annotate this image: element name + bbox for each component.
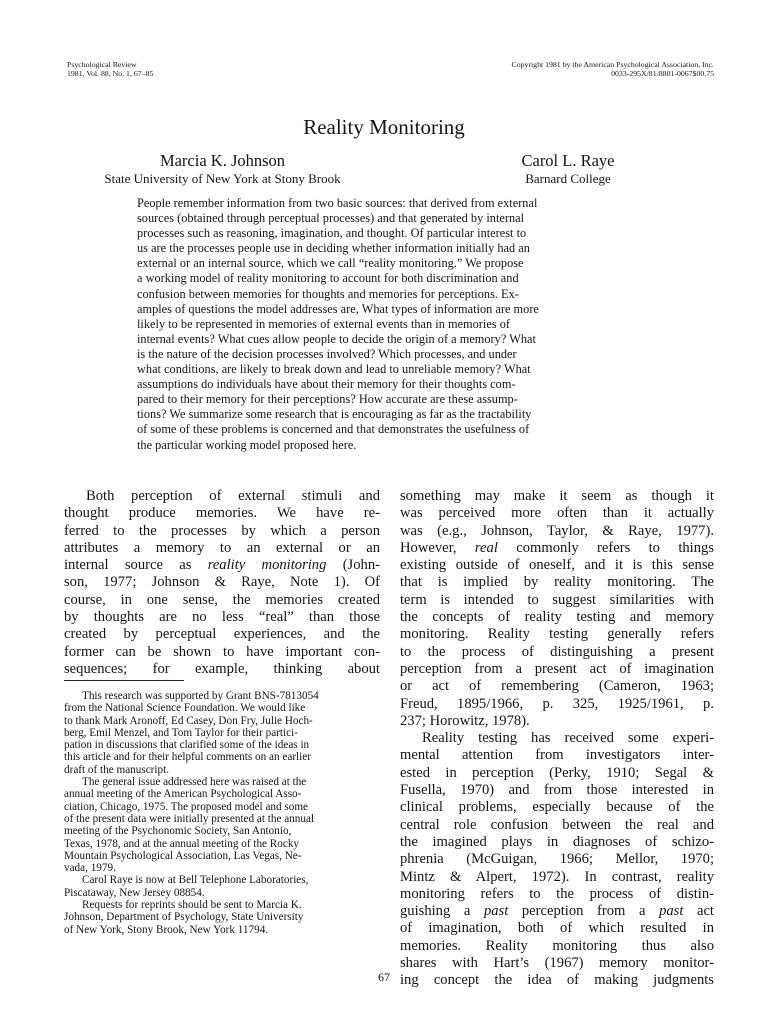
body-line: the concepts of reality testing and memory	[400, 609, 714, 626]
footnote-line: meeting of the Psychonomic Society, San Antonio,	[64, 825, 292, 838]
abstract-line: what conditions, are likely to break down and lead to unreliable memory? What	[137, 362, 531, 377]
footnote-line: draft of the manuscript.	[64, 763, 170, 776]
body-text: internal source as	[64, 557, 208, 574]
body-line: memories. Reality monitoring thus also	[400, 937, 714, 954]
footnote-line: of the present data were initially presented at the annual	[64, 812, 315, 825]
body-line: former can be shown to have important con-	[64, 643, 380, 660]
footnote-line: to thank Mark Aronoff, Ed Casey, Don Fry, Julie Hoch-	[64, 714, 313, 727]
footnote-line: Mountain Psychological Association, Las Vegas, Ne-	[64, 849, 302, 862]
body-line: existing outside of oneself, and it is this sense	[400, 557, 714, 574]
footnote-line: The general issue addressed here was raised at the	[82, 776, 307, 789]
body-line: sequences; for example, thinking about	[64, 660, 380, 677]
abstract-line: likely to be represented in memories of external events than in memories of	[137, 316, 511, 331]
body-text: However,	[400, 539, 475, 556]
body-line: was (e.g., Johnson, Taylor, & Raye, 1977).	[400, 522, 714, 539]
footnotes	[64, 690, 382, 936]
abstract-line: is the nature of the decision processes involved? Which processes, and under	[137, 346, 517, 361]
copyright-line: Copyright 1981 by the American Psychological Association, Inc.	[511, 60, 714, 69]
body-line: 237; Horowitz, 1978).	[400, 712, 530, 729]
footnote-line: pation in discussions that clarified some of the ideas in	[64, 739, 310, 752]
body-line: or act of remembering (Cameron, 1963;	[400, 678, 714, 695]
footnote-line: This research was supported by Grant BNS-7813054	[82, 690, 319, 702]
abstract-line: processes such as reasoning, imagination, and thought. Of particular interest to	[137, 226, 527, 241]
body-line: monitoring. Reality testing generally refers	[400, 626, 714, 643]
body-column-right	[400, 488, 714, 990]
footnote-line: this article and for their helpful comments on an earlier	[64, 751, 311, 764]
body-line: that is implied by reality monitoring. The	[400, 574, 714, 591]
body-text: act	[683, 903, 714, 920]
abstract-line: the particular working model proposed here.	[137, 437, 357, 452]
article-title: Reality Monitoring	[303, 115, 465, 139]
footnote-line: Johnson, Department of Psychology, State University	[64, 911, 304, 924]
footnote-line: Requests for reprints should be sent to Marcia K.	[82, 899, 302, 912]
abstract-line: People remember information from two basic sources: that derived from external	[137, 196, 538, 210]
body-line: Mintz & Alpert, 1972). In contrast, reality	[400, 868, 714, 885]
body-line: Both perception of external stimuli and	[86, 488, 380, 504]
footnote-line: ciation, Chicago, 1975. The proposed model and some	[64, 800, 309, 813]
footnote-line: vada, 1979.	[64, 862, 116, 875]
body-line: thought produce memories. We have re-	[64, 505, 380, 522]
body-line: phrenia (McGuigan, 1966; Mellor, 1970;	[400, 851, 714, 868]
body-line: something may make it seem as though it	[400, 488, 714, 504]
author-affiliation: Barnard College	[525, 171, 611, 186]
body-text: guishing a	[400, 903, 484, 920]
body-line: ested in perception (Perky, 1910; Segal &	[400, 764, 714, 781]
footnote-line: Piscataway, New Jersey 08854.	[64, 886, 205, 899]
body-line: perception from a present act of imagination	[400, 660, 714, 677]
author-block	[70, 151, 375, 186]
body-line: the imagined plays in diagnoses of schizo-	[400, 833, 714, 850]
body-line: Freud, 1895/1966, p. 325, 1925/1961, p.	[400, 695, 714, 712]
abstract-line: sources (obtained through perceptual processes) and that generated by internal	[137, 211, 525, 226]
abstract-line: pared to their memory for their perceptions? How accurate are these assump-	[137, 392, 518, 407]
body-text: commonly refers to things	[497, 539, 715, 556]
abstract-line: confusion between memories for thoughts and memories for perceptions. Ex-	[137, 286, 519, 301]
author-name: Carol L. Raye	[521, 151, 615, 170]
body-line: was perceived more often than it actually	[400, 505, 714, 522]
body-line: attributes a memory to an external or an	[64, 539, 380, 556]
body-line: to the process of distinguishing a present	[400, 643, 714, 660]
footnote-rule	[64, 680, 184, 681]
emphasis-term: real	[474, 539, 498, 556]
body-line: ferred to the processes by which a person	[64, 522, 380, 539]
issn-line: 0033-295X/81/8801-0067$00.75	[611, 69, 714, 78]
body-line	[400, 540, 714, 557]
body-line: son, 1977; Johnson & Raye, Note 1). Of	[64, 574, 380, 591]
emphasis-term: past	[483, 903, 509, 920]
body-line: Fusella, 1970) and from those interested in	[400, 782, 714, 799]
abstract-line: internal events? What cues allow people to decide the origin of a memory? What	[137, 331, 536, 346]
abstract-line: tions? We summarize some research that is encouraging as far as the tractability	[137, 407, 532, 422]
abstract-line: external or an internal source, which we call “reality monitoring.” We propose	[137, 256, 524, 271]
abstract	[137, 196, 657, 453]
footnote-line: from the National Science Foundation. We would like	[64, 702, 306, 715]
journal-volume: 1981, Vol. 88, No. 1, 67–85	[67, 69, 154, 78]
body-line: by thoughts are no less “real” than those	[64, 609, 380, 626]
author-block	[478, 151, 658, 186]
body-text: perception from a	[508, 903, 660, 920]
journal-name: Psychological Review	[67, 60, 137, 69]
emphasis-term: reality monitoring	[207, 557, 327, 574]
body-line: central role confusion between the real and	[400, 816, 714, 833]
author-affiliation: State University of New York at Stony Brook	[104, 171, 341, 186]
body-line: mental attention from investigators inter-	[400, 747, 714, 764]
footnote-line: annual meeting of the American Psychological Asso-	[64, 788, 302, 801]
body-line: Reality testing has received some experi-	[422, 730, 714, 747]
body-line	[64, 557, 380, 574]
footnote-line: Carol Raye is now at Bell Telephone Laboratories,	[82, 874, 309, 887]
body-line: term is intended to suggest similarities with	[400, 591, 714, 608]
body-line	[400, 903, 714, 920]
body-line: ing concept the idea of making judgments	[400, 972, 714, 989]
body-line: monitoring refers to the process of distin-	[400, 885, 714, 902]
abstract-line: of some of these problems is concerned and that demonstrates the usefulness of	[137, 422, 530, 437]
journal-header	[67, 60, 153, 78]
body-text: (John-	[326, 557, 380, 574]
body-line: shares with Hart’s (1967) memory monitor-	[400, 955, 714, 972]
page-number: 67	[378, 970, 390, 984]
body-column-left	[64, 488, 380, 678]
footnote-line: of New York, Stony Brook, New York 11794.	[64, 923, 269, 936]
footnote-line: Texas, 1978, and at the annual meeting of the Rocky	[64, 837, 300, 850]
body-line: course, in one sense, the memories created	[64, 591, 380, 608]
abstract-line: amples of questions the model addresses are, What types of information are more	[137, 301, 539, 316]
abstract-line: a working model of reality monitoring to account for both discrimination and	[137, 271, 519, 286]
body-line: clinical problems, especially because of the	[400, 799, 714, 816]
body-line: created by perceptual experiences, and the	[64, 626, 380, 643]
body-line: of imagination, both of which resulted in	[400, 920, 714, 937]
author-name: Marcia K. Johnson	[159, 151, 286, 170]
abstract-line: assumptions do individuals have about their memory for their thoughts com-	[137, 377, 516, 392]
copyright-header	[512, 60, 714, 78]
abstract-line: us are the processes people use in deciding whether information initially had an	[137, 241, 530, 256]
footnote-line: berg, Emil Menzel, and Tom Taylor for their partici-	[64, 726, 298, 739]
emphasis-term: past	[659, 903, 684, 920]
